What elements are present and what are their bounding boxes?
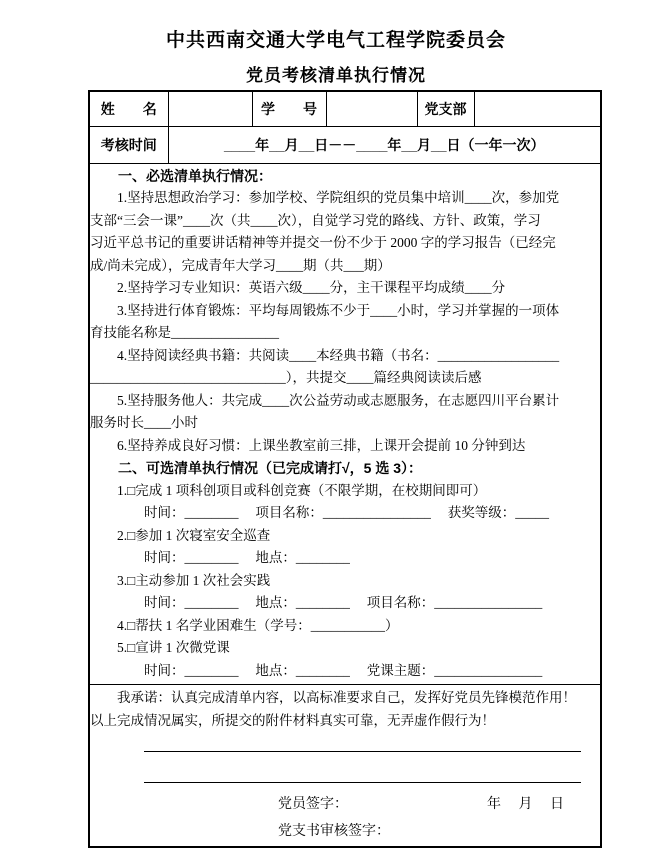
required-section-lines — [90, 187, 600, 457]
name-value — [168, 91, 252, 126]
committee-title: 中共西南交通大学电气工程学院委员会 — [165, 30, 506, 51]
optional-item-line: 4.□帮扶 1 名学业困难生（学号：___________） — [90, 617, 399, 633]
optional-item-line: 时间：________ 项目名称：________________ 获奖等级：_____ — [90, 505, 549, 521]
required-item-line: _____________________________），共提交____篇经典阅读读后感 — [90, 370, 482, 386]
optional-item-line: 时间：________ 地点：________ 项目名称：________________ — [90, 595, 543, 611]
checklist-cell — [89, 163, 601, 684]
party-branch-label: 党支部 — [417, 91, 474, 126]
required-item-line: 服务时长____小时 — [90, 415, 198, 431]
pledge-line: 以上完成情况属实，所提交的附件材料真实可靠，无弄虚作假行为！ — [90, 712, 495, 728]
required-item-line: 3.坚持进行体育锻炼：平均每周锻炼不少于____小时，学习并掌握的一项体 — [90, 302, 560, 318]
pledge-line: 我承诺：认真完成清单内容，以高标准要求自己，发挥好党员先锋模范作用！ — [90, 690, 576, 706]
signature-date-label: 年 月 日 — [487, 797, 564, 813]
pledge-text — [90, 687, 600, 732]
optional-section-lines — [90, 480, 600, 683]
required-item-line: 1.坚持思想政治学习：参加学校、学院组织的党员集中培训____次，参加党 — [90, 190, 560, 206]
assessment-form-table — [88, 90, 602, 848]
optional-section-heading: 二、可选清单执行情况（已完成请打√，5 选 3）： — [90, 460, 423, 477]
secretary-signature-label: 党支书审核签字： — [278, 824, 390, 840]
optional-item-line: 5.□宣讲 1 次微党课 — [90, 640, 230, 656]
required-item-line: 成/尚未完成），完成青年大学习____期（共___期） — [90, 257, 391, 273]
required-item-line: 5.坚持服务他人：共完成____次公益劳动或志愿服务，在志愿四川平台累计 — [90, 392, 560, 408]
optional-item-line: 时间：________ 地点：________ — [90, 550, 350, 566]
pledge-cell — [89, 684, 601, 847]
optional-item-line: 3.□主动参加 1 次社会实践 — [90, 572, 271, 588]
assessment-time-label: 考核时间 — [89, 126, 168, 163]
optional-item-line: 时间：________ 地点：________ 党课主题：________________ — [90, 662, 543, 678]
name-label: 姓 名 — [89, 91, 168, 126]
optional-item-line: 2.□参加 1 次寝室安全巡查 — [90, 527, 271, 543]
member-signature-row — [90, 794, 600, 816]
student-id-value — [326, 91, 417, 126]
required-item-line: 4.坚持阅读经典书籍：共阅读____本经典书籍（书名：__________________ — [90, 347, 560, 363]
identity-row — [89, 91, 601, 126]
secretary-signature-row — [90, 821, 600, 843]
blank-fill-line — [144, 751, 581, 752]
required-item-line: 育技能名称是________________ — [90, 325, 279, 341]
student-id-label: 学 号 — [252, 91, 326, 126]
party-branch-value — [474, 91, 601, 126]
required-item-line: 6.坚持养成良好习惯：上课坐教室前三排，上课开会提前 10 分钟到达 — [90, 437, 526, 453]
checklist-row — [89, 163, 601, 684]
required-item-line: 习近平总书记的重要讲话精神等并提交一份不少于 2000 字的学习报告（已经完 — [90, 235, 556, 251]
required-item-line: 2.坚持学习专业知识：英语六级____分，主干课程平均成绩____分 — [90, 280, 506, 296]
member-signature-label: 党员签字： — [278, 797, 348, 813]
assessment-time-value: ____年__月__日－－____年__月__日（一年一次） — [168, 126, 601, 163]
required-item-line: 支部“三会一课”____次（共____次），自觉学习党的路线、方针、政策，学习 — [90, 212, 541, 228]
required-section-heading: 一、必选清单执行情况： — [90, 167, 272, 184]
optional-item-line: 1.□完成 1 项科创项目或科创竞赛（不限学期，在校期间即可） — [90, 482, 487, 498]
pledge-row — [89, 684, 601, 847]
form-title: 党员考核清单执行情况 — [246, 66, 426, 85]
blank-fill-line — [144, 782, 581, 783]
assessment-time-row — [89, 126, 601, 163]
